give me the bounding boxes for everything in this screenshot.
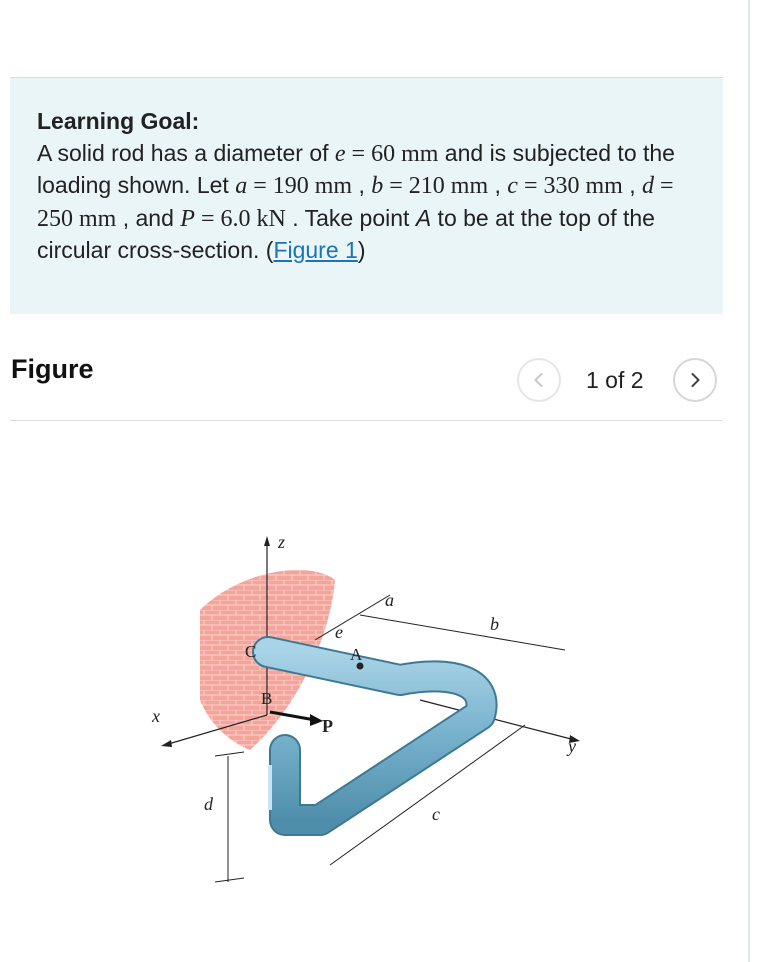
learning-goal-title: Learning Goal: [37, 108, 200, 134]
x-axis-label: x [152, 706, 160, 726]
figure-1-link[interactable]: Figure 1 [273, 237, 358, 263]
dimension-b-label: b [490, 614, 499, 634]
learning-goal-text: Learning Goal: A solid rod has a diameter of e = 60 mm and is subjected to the loading shown. Let a = 190 mm , b = 210 mm , c = 330 mm , d = 250 mm , and P = 6.0 kN . Take point A to be at the top of the circular cross-section. (Figure 1) [37, 106, 707, 267]
p-expression: P = 6.0 kN [180, 205, 286, 232]
dimension-c-label: c [432, 804, 440, 824]
goal-text-part: , and [116, 204, 181, 231]
goal-text-part: to be at the top of the circular cross-section. ( [37, 204, 655, 263]
figure-heading: Figure [11, 354, 94, 384]
b-expression: b = 210 mm [371, 173, 489, 199]
dimension-d-label: d [204, 794, 213, 814]
a-expression: a = 190 mm [235, 173, 353, 199]
dimension-b [360, 615, 565, 650]
point-c-label: C [245, 642, 257, 661]
load-p-label: P [322, 716, 333, 736]
goal-text-part: and is subjected to the loading shown. Let [37, 139, 675, 198]
d-expression: d = 250 mm [37, 173, 674, 232]
goal-text-part: A solid rod has a diameter of [37, 139, 335, 166]
figure-divider [10, 420, 722, 421]
dimension-a-label: a [385, 590, 394, 610]
rod-loading-diagram [120, 520, 620, 905]
y-axis-label: y [568, 736, 576, 756]
learning-goal-panel [10, 78, 723, 314]
diameter-e-label: e [335, 622, 343, 642]
point-b-label: B [261, 689, 273, 708]
e-expression: e = 60 mm [334, 140, 439, 167]
figure-page-indicator: 1 of 2 [586, 367, 644, 393]
next-figure-button[interactable] [673, 358, 717, 402]
rod-diagram-svg [120, 520, 620, 900]
point-a-symbol: A [415, 204, 432, 231]
z-axis-arrow [264, 536, 270, 546]
chevron-right-icon [685, 370, 705, 390]
c-expression: c = 330 mm [507, 173, 623, 199]
goal-text-part: . Take point [285, 204, 416, 231]
right-divider [748, 0, 750, 962]
z-axis-label: z [278, 532, 286, 552]
point-a-label: A [350, 645, 363, 664]
previous-figure-button[interactable] [517, 358, 561, 402]
chevron-left-icon [529, 370, 549, 390]
